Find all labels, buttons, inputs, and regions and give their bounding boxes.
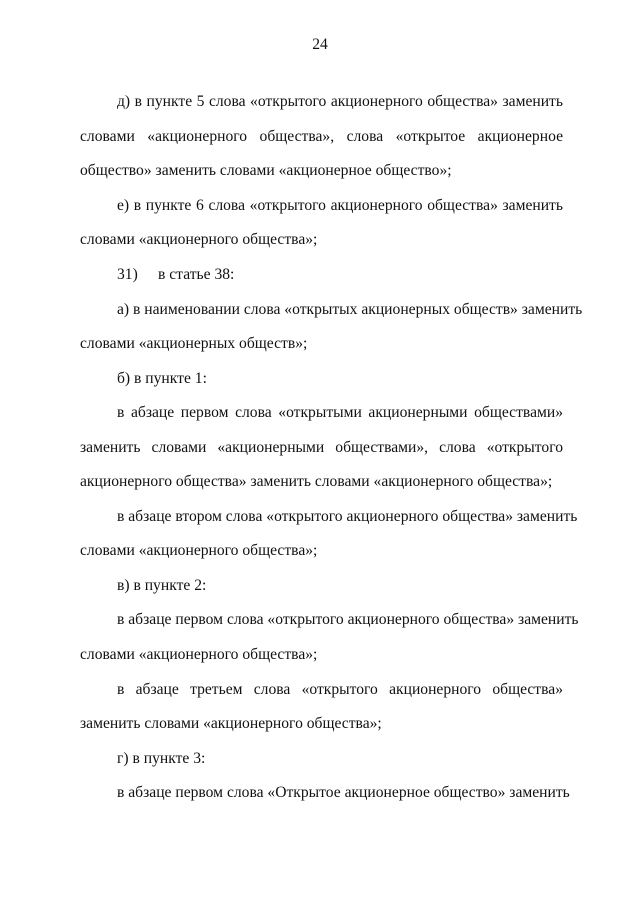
text-line: в) в пункте 2:: [117, 577, 207, 594]
text-line: е) в пункте 6 слова «открытого акционерного общества» заменить: [117, 197, 563, 214]
text-line: заменить словами «акционерного общества»;: [80, 715, 382, 732]
text-line: а) в наименовании слова «открытых акционерных обществ» заменить: [117, 301, 583, 318]
text-line: словами «акционерного общества»;: [80, 646, 318, 663]
text-line: в абзаце первом слова «Открытое акционерное общество» заменить: [117, 784, 570, 801]
text-line: в абзаце первом слова «открытого акционерного общества» заменить: [117, 611, 579, 628]
text-line: общество» заменить словами «акционерное общество»;: [80, 162, 452, 179]
item-number: 31): [117, 266, 138, 283]
text-line: в абзаце первом слова «открытыми акционерными обществами»: [117, 404, 563, 421]
text-line: словами «акционерного общества»;: [80, 542, 318, 559]
text-line: б) в пункте 1:: [117, 370, 207, 387]
text-line: словами «акционерных обществ»;: [80, 335, 308, 352]
text-line: заменить словами «акционерными обществами», слова «открытого: [80, 439, 563, 456]
text-line: в абзаце третьем слова «открытого акционерного общества»: [117, 681, 563, 698]
text-line: г) в пункте 3:: [117, 750, 206, 767]
text-line: акционерного общества» заменить словами «акционерного общества»;: [80, 473, 553, 490]
text-line: д) в пункте 5 слова «открытого акционерного общества» заменить: [117, 93, 563, 110]
text-line: в абзаце втором слова «открытого акционерного общества» заменить: [117, 508, 578, 525]
text-line: словами «акционерного общества», слова «открытое акционерное: [80, 128, 563, 145]
item-text: в статье 38:: [158, 266, 235, 283]
text-line: словами «акционерного общества»;: [80, 231, 318, 248]
page-number: 24: [312, 36, 328, 53]
